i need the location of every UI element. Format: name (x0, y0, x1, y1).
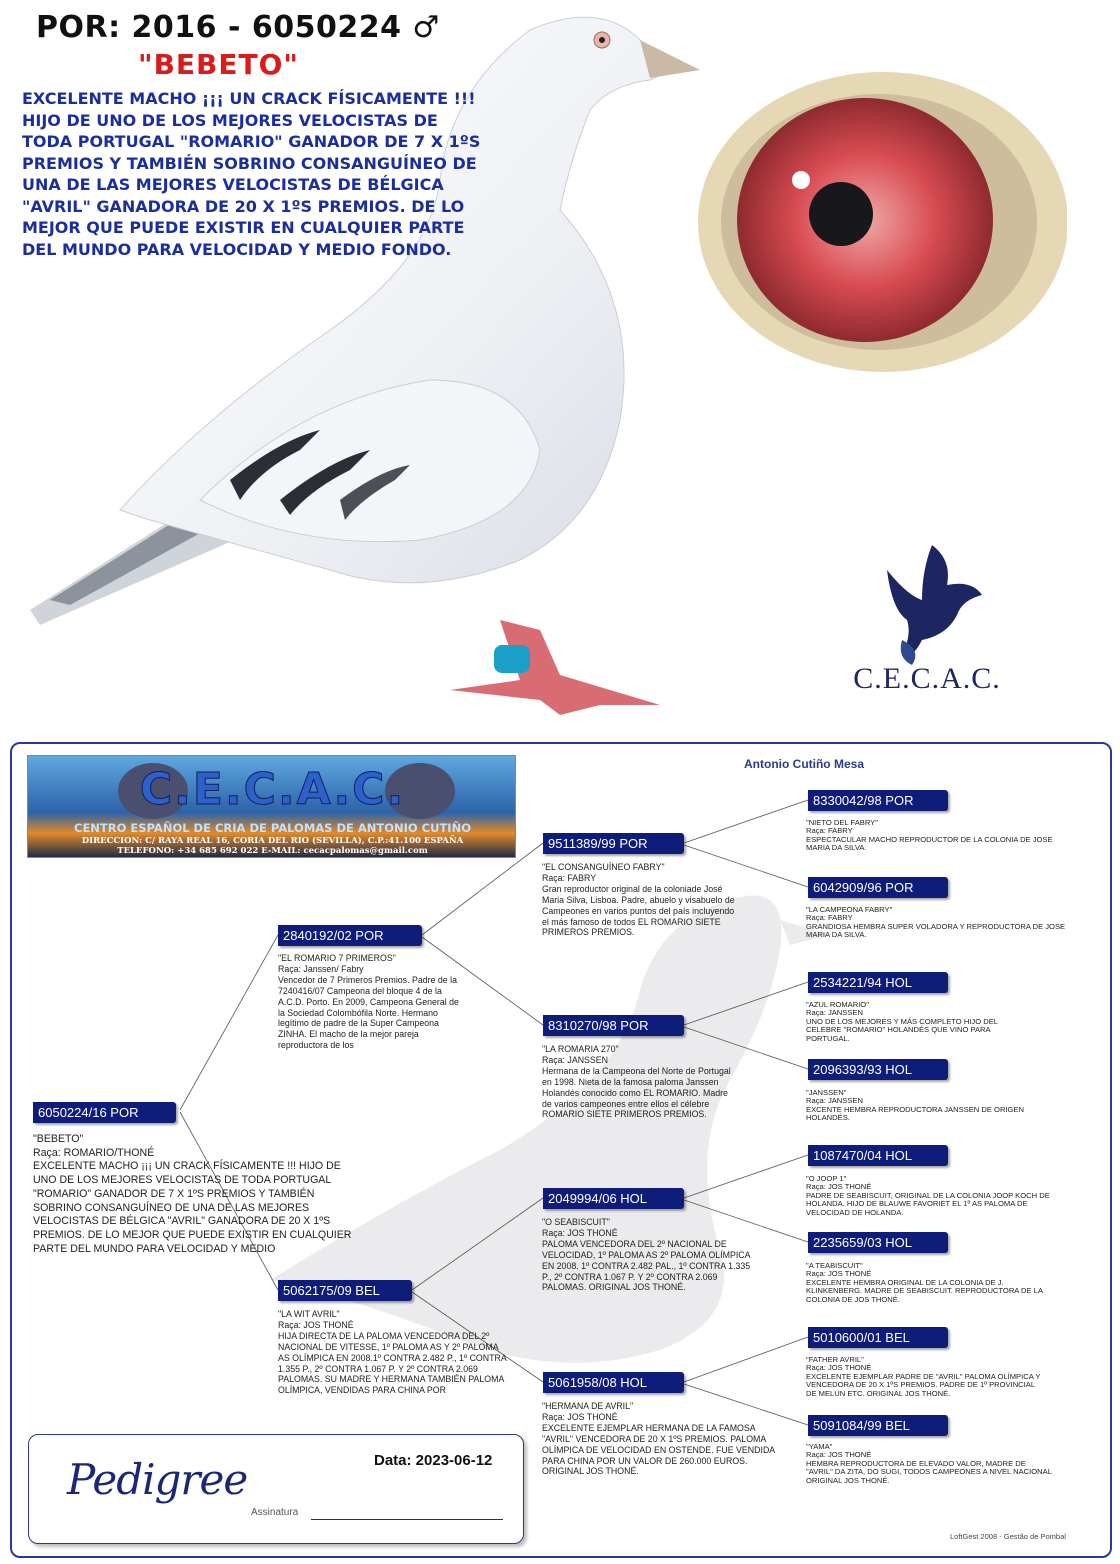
grandparent-name: "HERMANA DE AVRIL" (542, 1401, 634, 1411)
sire-desc: Vencedor de 7 Primeros Premios. Padre de la 7240416/07 Campeona del bloque 4 de la A.C.D. Porto. En 2009, Campeona General de la Sociedad Colombófila Norte. Hermano legítimo de padre de la Super Campeona ZINHA. El macho de la mejor pareja reproductora de los (278, 974, 459, 1051)
grandparent-info (542, 1217, 762, 1293)
ring-tag-great-grandparent[interactable]: 8330042/98 POR (808, 790, 948, 811)
dam-info (278, 1309, 508, 1424)
great-grandparent-race: Raça: FABRY (806, 826, 853, 836)
dam-name: "LA WIT AVRIL" (278, 1309, 340, 1319)
great-grandparent-desc: EXCELENTE EJEMPLAR PADRE DE "AVRIL" PALOMA OLÍMPICA Y VENCEDORA DE 20 X 1ºS PREMIOS. PADRE DE 1º PROVINCIAL DE MELUN ETC. ORIGINAL JOS THONÉ. (806, 1371, 1041, 1398)
grandparent-desc: Gran reproductor original de la coloniade José Maria Silva, Lisboa. Padre, abuelo y visabuelo de Campeones en varios puntos del país incluyendo el más famoso de todos EL ROMARIO SIETE PRIMEROS PREMIOS. (542, 883, 735, 938)
sire-race: Raça: Janssen/ Fabry (278, 963, 364, 974)
grandparent-info (542, 1044, 738, 1120)
grandparent-race: Raça: JOS THONÉ (542, 1227, 618, 1238)
owner-name: Antonio Cutiño Mesa (744, 757, 864, 771)
grandparent-info (542, 1401, 782, 1477)
great-grandparent-name: "A TEABISCUIT" (806, 1261, 863, 1270)
ring-tag-great-grandparent[interactable]: 5010600/01 BEL (808, 1327, 948, 1348)
ring-tag-great-grandparent[interactable]: 2534221/94 HOL (808, 972, 948, 993)
sire-name: "EL ROMARIO 7 PRIMEROS" (278, 953, 396, 963)
great-grandparent-race: Raça: FABRY (806, 913, 853, 923)
ring-tag-great-grandparent[interactable]: 6042909/96 POR (808, 877, 948, 898)
great-grandparent-desc: EXCENTE HEMBRA REPRODUCTORA JANSSEN DE ORIGEN HOLANDÉS. (806, 1104, 1025, 1123)
great-grandparent-desc: EXCELENTE HEMBRA ORIGINAL DE LA COLONIA DE J. KLINKENBERG. MADRE DE SEABISCUIT. REPRODUCTORA DE LA COLONIA DE JOS THONÉ. (806, 1277, 1043, 1304)
ring-tag-grandparent[interactable]: 2049994/06 HOL (543, 1188, 684, 1209)
great-grandparent-desc: UNO DE LOS MEJORES Y MÁS COMPLETO HIJO DEL CELEBRE "ROMARIO" HOLANDÉS QUE VINO PARA PORTUGAL. (806, 1016, 998, 1043)
pedigree-script-title: Pedigree (67, 1455, 248, 1504)
great-grandparent-race: Raça: JOS THONÉ (806, 1450, 872, 1460)
great-grandparent-info (806, 906, 1076, 940)
great-grandparent-race: Raça: JANSSEN (806, 1008, 863, 1018)
top-pigeon-name: "BEBETO" (138, 48, 300, 81)
grandparent-info (542, 862, 737, 938)
great-grandparent-desc: HEMBRA REPRODUCTORA DE ELEVADO VALOR, MADRE DE "AVRIL" DA ZITA, DO SUGI, TODOS CAMPEONES A NIVEL NACIONAL ORIGINAL JOS THONÉ. (806, 1458, 1052, 1485)
great-grandparent-name: "JANSSEN" (806, 1088, 847, 1097)
top-description: EXCELENTE MACHO ¡¡¡ UN CRACK FÍSICAMENTE !!! HIJO DE UNO DE LOS MEJORES VELOCISTAS DE TODA PORTUGAL "ROMARIO" GANADOR DE 7 X 1ºS PREMIOS Y TAMBIÉN SOBRINO CONSANGUÍNEO DE UNA DE LAS MEJORES VELOCISTAS DE BÉLGICA "AVRIL" GANADORA DE 20 X 1ºS PREMIOS. DE LO MEJOR QUE PUEDE EXISTIR EN CUALQUIER PARTE DEL MUNDO PARA VELOCIDAD Y MEDIO FONDO. (22, 89, 481, 259)
great-grandparent-name: "NIETO DEL FABRY" (806, 818, 878, 827)
grandparent-race: Raça: JANSSEN (542, 1054, 608, 1065)
logo-text: C.E.C.A.C. (853, 662, 1001, 695)
certificate-box (28, 1434, 524, 1544)
great-grandparent-race: Raça: JOS THONÉ (806, 1363, 872, 1373)
subject-info (33, 1133, 365, 1256)
ring-tag-sire[interactable]: 2840192/02 POR (278, 925, 422, 946)
grandparent-name: "EL CONSANGUÍNEO FABRY" (542, 862, 665, 872)
great-grandparent-race: Raça: JOS THONÉ (806, 1269, 872, 1279)
grandparent-desc: Hermana de la Campeona del Norte de Portugal en 1998. Nieta de la famosa paloma Janssen Holandés conocido como EL ROMARIO. Madre de varios campeones entre ellos el célebre ROMARIO SIETE PRIMEROS PREMIOS. (542, 1065, 731, 1120)
great-grandparent-info (806, 1443, 1054, 1485)
subject-name: "BEBETO" (33, 1133, 84, 1145)
subject-desc: EXCELENTE MACHO ¡¡¡ UN CRACK FÍSICAMENTE !!! HIJO DE UNO DE LOS MEJORES VELOCISTAS DE TODA PORTUGAL "ROMARIO" GANADOR DE 7 X 1ºS PREMIOS Y TAMBIÉN SOBRINO CONSANGUÍNEO DE UNA DE LAS MEJORES VELOCISTAS DE BÉLGICA "AVRIL" GANADORA DE 20 X 1ºS PREMIOS. DE LO MEJOR QUE PUEDE EXISTIR EN CUALQUIER PARTE DEL MUNDO PARA VELOCIDAD Y MEDIO (33, 1160, 352, 1255)
footer-credit: LoftGest 2008 - Gestão de Pombal (950, 1532, 1066, 1541)
ring-tag-great-grandparent[interactable]: 1087470/04 HOL (808, 1145, 948, 1166)
signature-line[interactable] (311, 1519, 503, 1520)
ring-tag-grandparent[interactable]: 8310270/98 POR (543, 1015, 684, 1036)
dam-desc: HIJA DIRECTA DE LA PALOMA VENCEDORA DEL 2º NACIONAL DE VITESSE, 1º PALOMA AS Y 2º PALOMA AS OLÍMPICA EN 2008.1º CONTRA 2.482 P., 1º CONTRA 1.355 P., 2º CONTRA 1.067 P. Y 2º CONTRA 2.069 PALOMAS. SU MADRE Y HERMANA TAMBIÉN PALOMA OLÍMPICA, VENDIDAS PARA CHINA POR (278, 1330, 507, 1396)
grandparent-name: "O SEABISCUIT" (542, 1217, 610, 1227)
grandparent-race: Raça: JOS THONÉ (542, 1411, 618, 1422)
great-grandparent-name: "FATHER AVRIL" (806, 1355, 864, 1364)
great-grandparent-race: Raça: JANSSEN (806, 1096, 863, 1106)
great-grandparent-info (806, 1001, 1026, 1043)
signature-label: Assinatura (251, 1507, 299, 1518)
subject-race: Raça: ROMARIO/THONÉ (33, 1146, 155, 1159)
great-grandparent-info (806, 1262, 1056, 1304)
ring-tag-great-grandparent[interactable]: 2235659/03 HOL (808, 1232, 948, 1253)
great-grandparent-name: "AZUL ROMARIO" (806, 1000, 869, 1009)
ring-tag-grandparent[interactable]: 5061958/08 HOL (543, 1372, 684, 1393)
banner-title: C.E.C.A.C. (139, 764, 406, 815)
ring-tag-great-grandparent[interactable]: 2096393/93 HOL (808, 1059, 948, 1080)
great-grandparent-desc: ESPECTACULAR MACHO REPRODUCTOR DE LA COLONIA DE JOSE MARIA DA SILVA. (806, 834, 1053, 853)
great-grandparent-desc: PADRE DE SEABISCUIT, ORIGINAL DE LA COLONIA JOOP KOCH DE HOLANDA. HIJO DE BLAUWE FAVORIET EL 1º AS PALOMA DE VELOCIDAD DE HOLANDA. (806, 1190, 1050, 1217)
ring-tag-dam[interactable]: 5062175/09 BEL (278, 1280, 412, 1301)
banner-address-line: DIRECCION: C/ RAYA REAL 16, CORIA DEL RIO (SEVILLA), C.P.:41.100 ESPAÑA (81, 836, 464, 846)
dam-race: Raça: JOS THONÉ (278, 1319, 354, 1330)
great-grandparent-name: "O JOOP 1" (806, 1174, 847, 1183)
certificate-date: Data: 2023-06-12 (374, 1452, 493, 1469)
grandparent-race: Raça: FABRY (542, 872, 597, 883)
great-grandparent-info (806, 1356, 1044, 1398)
great-grandparent-info (806, 819, 1066, 853)
grandparent-name: "LA ROMARIA 270" (542, 1044, 619, 1054)
great-grandparent-info (806, 1175, 1052, 1217)
great-grandparent-info (806, 1089, 1056, 1123)
grandparent-desc: PALOMA VENCEDORA DEL 2º NACIONAL DE VELOCIDAD, 1º PALOMA AS 2º PALOMA OLÍMPICA EN 2008. 1º CONTRA 2.482 PAL., 1º CONTRA 1.335 P., 2º CONTRA 1.067 P. Y 2º CONTRA 2.069 PALOMAS. ORIGINAL JOS THONÉ. (542, 1238, 751, 1293)
great-grandparent-race: Raça: JOS THONÉ (806, 1182, 872, 1192)
great-grandparent-name: "YAMA" (806, 1442, 833, 1451)
top-title: POR: 2016 - 6050224 ♂ (36, 10, 440, 45)
ring-tag-great-grandparent[interactable]: 5091084/99 BEL (808, 1415, 948, 1436)
ring-tag-subject[interactable]: 6050224/16 POR (33, 1102, 176, 1123)
banner-subtitle: CENTRO ESPAÑOL DE CRIA DE PALOMAS DE ANTONIO CUTIÑO (74, 821, 471, 835)
banner-contact-line: TELEFONO: +34 685 692 022 E-MAIL: cecacpalomas@gmail.com (117, 846, 428, 856)
sire-info (278, 953, 460, 1069)
great-grandparent-name: "LA CAMPEONA FABRY" (806, 905, 893, 914)
grandparent-desc: EXCELENTE EJEMPLAR HERMANA DE LA FAMOSA "AVRIL" VENCEDORA DE 20 X 1ºS PREMIOS. PALOMA OLÍMPICA DE VELOCIDAD EN OSTENDE. FUE VENDIDA PARA CHINA POR UN VALOR DE 260.000 EUROS. ORIGINAL JOS THONÉ. (542, 1422, 775, 1477)
ring-tag-grandparent[interactable]: 9511389/99 POR (543, 833, 684, 854)
great-grandparent-desc: GRANDIOSA HEMBRA SUPER VOLADORA Y REPRODUCTORA DE JOSE MARIA DA SILVA. (806, 921, 1066, 940)
